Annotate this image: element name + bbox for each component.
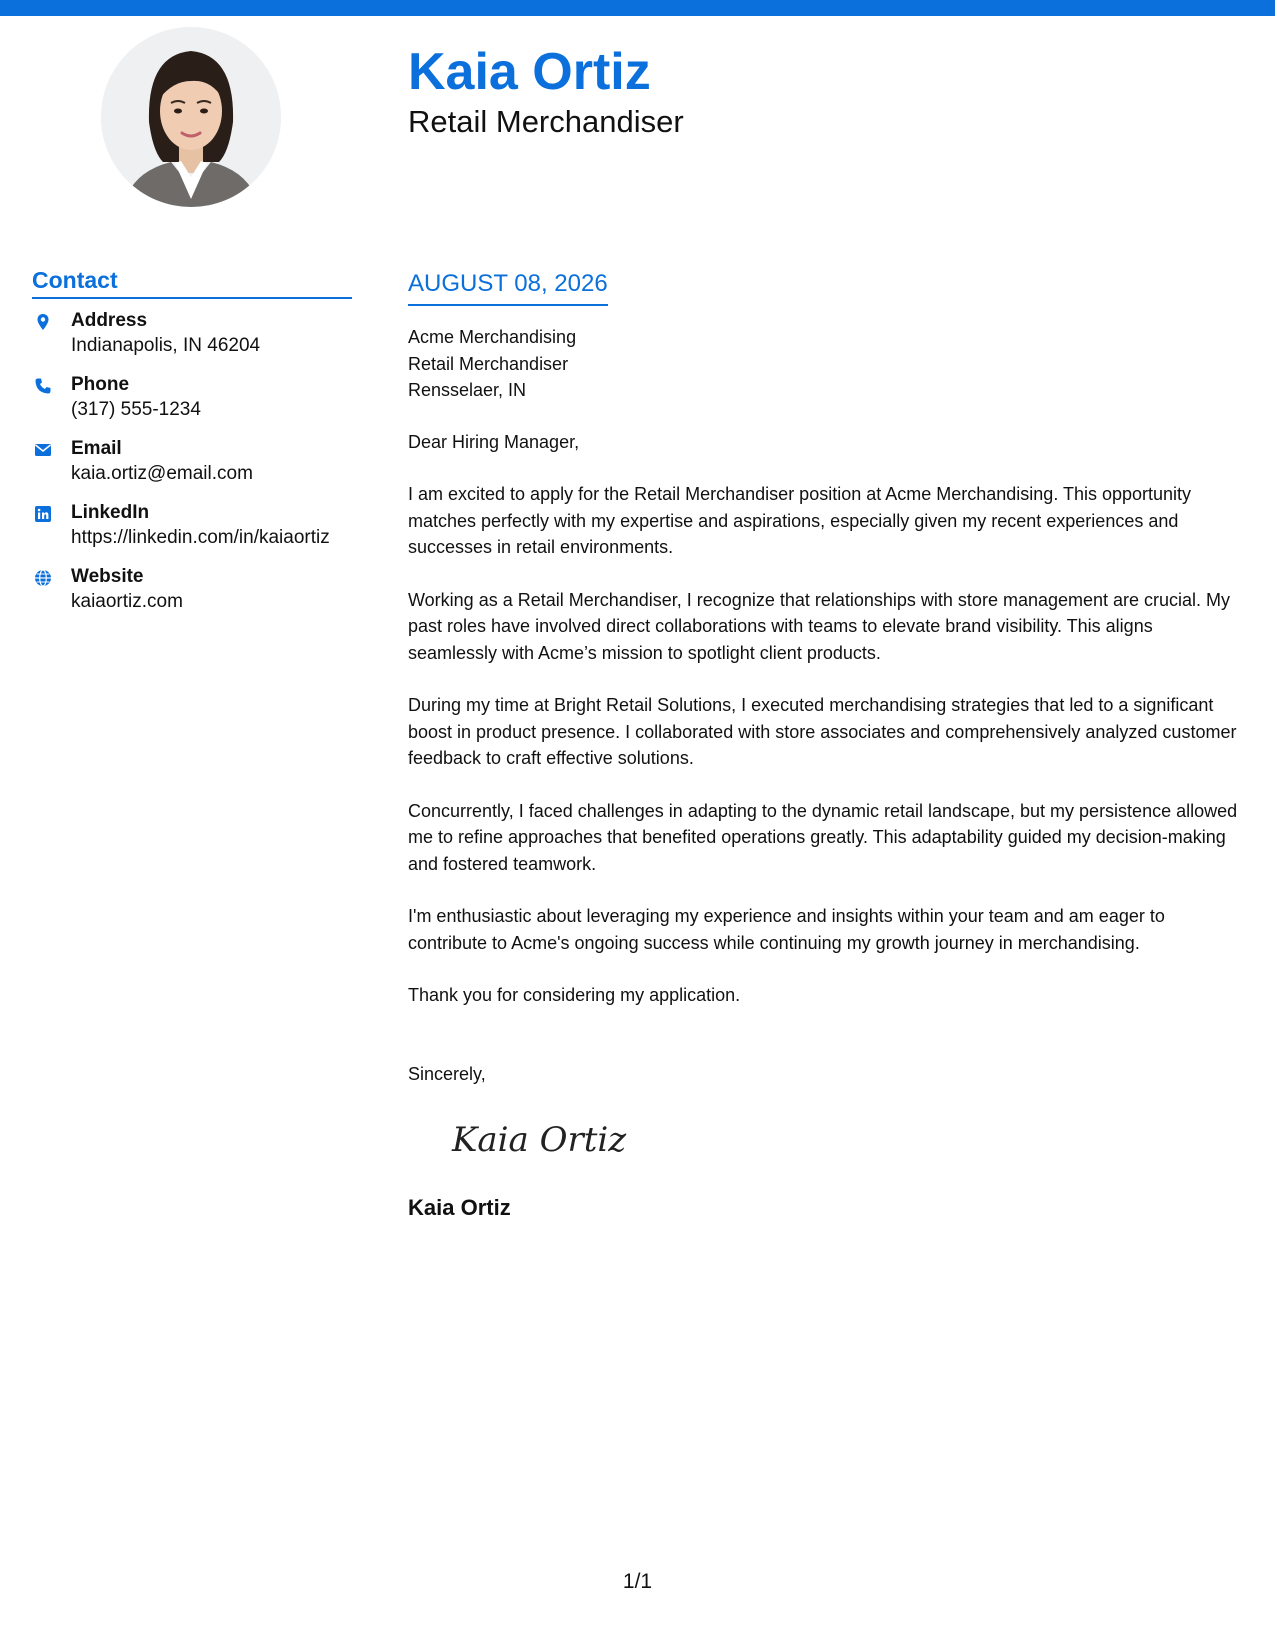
map-pin-icon xyxy=(34,313,52,331)
candidate-role: Retail Merchandiser xyxy=(408,104,684,139)
contact-label: LinkedIn xyxy=(71,502,150,523)
contact-heading: Contact xyxy=(32,265,352,299)
letter-date: AUGUST 08, 2026 xyxy=(408,268,608,306)
phone-value: (317) 555-1234 xyxy=(71,399,201,420)
recipient-position: Retail Merchandiser xyxy=(408,353,569,374)
paragraph-1: I am excited to apply for the Retail Merchandiser position at Acme Merchandising. This opportunity matches perfectly with my expertise and aspirations, especially given my recent experiences and successes in retail environments. xyxy=(408,484,1192,557)
contact-list xyxy=(32,309,352,629)
page-number: 1/1 xyxy=(622,1570,653,1593)
contact-item-website xyxy=(32,565,352,629)
paragraph-3: During my time at Bright Retail Solutions, I executed merchandising strategies that led to a significant boost in product presence. I collaborated with store associates and comprehensively analyzed customer feedback to craft effective solutions. xyxy=(408,695,1237,768)
profile-photo xyxy=(101,27,281,207)
phone-icon xyxy=(34,377,52,395)
paragraph-5: I'm enthusiastic about leveraging my experience and insights within your team and am eager to contribute to Acme's ongoing success while continuing my growth journey in merchandising. xyxy=(408,906,1165,953)
address-value: Indianapolis, IN 46204 xyxy=(71,335,261,356)
linkedin-value[interactable]: https://linkedin.com/in/kaiaortiz xyxy=(71,527,330,548)
email-value: kaia.ortiz@email.com xyxy=(71,463,253,484)
contact-item-email xyxy=(32,437,352,501)
salutation: Dear Hiring Manager, xyxy=(408,431,580,452)
recipient-location: Rensselaer, IN xyxy=(408,380,527,400)
top-accent-bar xyxy=(0,0,1275,16)
paragraph-6: Thank you for considering my application. xyxy=(408,985,741,1005)
candidate-name: Kaia Ortiz xyxy=(408,43,651,101)
handwritten-signature xyxy=(448,1111,648,1167)
contact-item-address xyxy=(32,309,352,373)
signer-name: Kaia Ortiz xyxy=(408,1195,511,1220)
recipient-company: Acme Merchandising xyxy=(408,327,577,347)
closing: Sincerely, xyxy=(408,1063,486,1084)
contact-sidebar xyxy=(32,265,352,629)
website-value[interactable]: kaiaortiz.com xyxy=(71,591,183,612)
contact-label: Phone xyxy=(71,374,130,395)
contact-item-linkedin xyxy=(32,501,352,565)
paragraph-2: Working as a Retail Merchandiser, I recognize that relationships with store management are crucial. My past roles have involved direct collaborations with teams to elevate brand visibility. This aligns seamlessly with Acme’s mission to spotlight client products. xyxy=(408,589,1231,663)
letter-body xyxy=(408,268,1238,1222)
envelope-icon xyxy=(34,441,52,459)
contact-label: Address xyxy=(71,310,148,331)
paragraph-4: Concurrently, I faced challenges in adapting to the dynamic retail landscape, but my persistence allowed me to refine approaches that benefited operations greatly. This adaptability guided my decision-making and fostered teamwork. xyxy=(408,800,1238,874)
contact-label: Email xyxy=(71,438,122,459)
linkedin-icon xyxy=(34,505,52,523)
globe-icon xyxy=(34,569,52,587)
contact-item-phone xyxy=(32,373,352,437)
recipient-block xyxy=(408,324,1238,404)
contact-label: Website xyxy=(71,566,144,587)
signature-text: Kaia Ortiz xyxy=(452,1120,627,1160)
